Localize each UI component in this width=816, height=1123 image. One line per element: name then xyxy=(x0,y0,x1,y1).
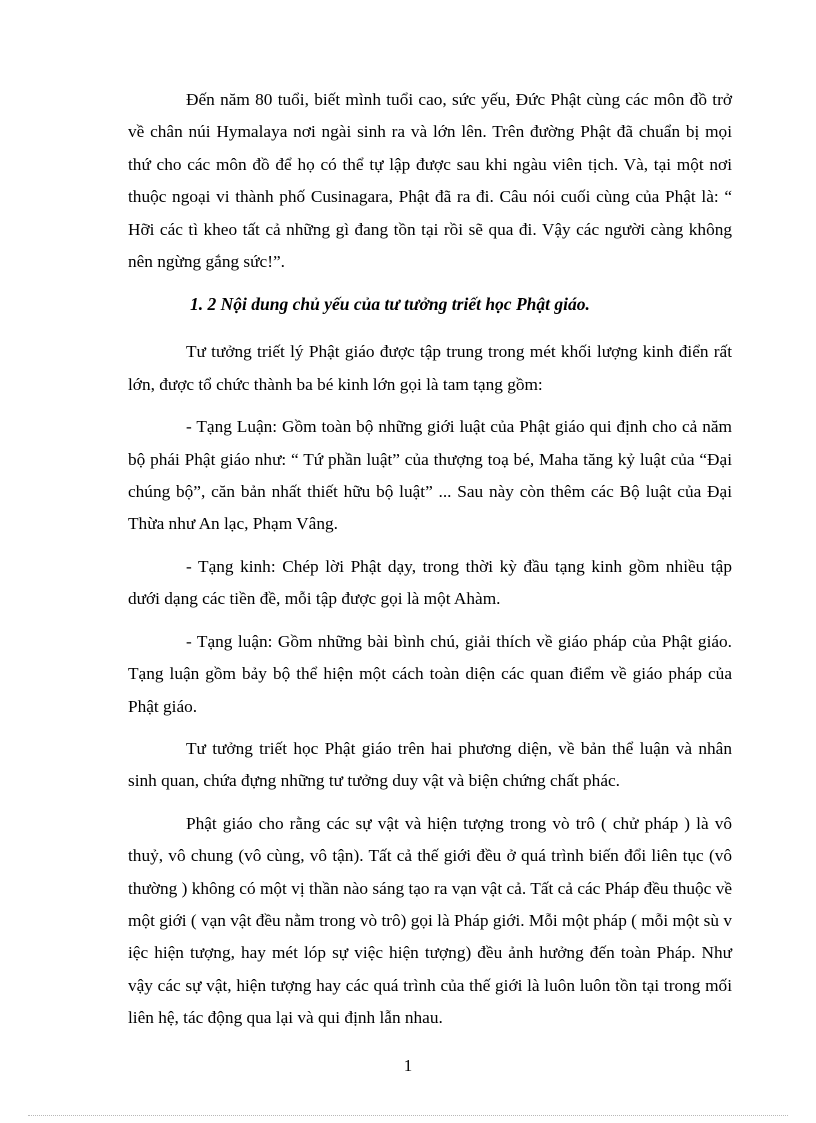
paragraph-tang-kinh: - Tạng kinh: Chép lời Phật dạy, trong thời kỳ đầu tạng kinh gồm nhiều tập dưới dạng các tiền đề, mỗi tập được gọi là một Ahàm. xyxy=(128,556,732,609)
paragraph-phuong-dien: Tư tưởng triết học Phật giáo trên hai phương diện, về bản thể luận và nhân sinh quan, chứa đựng những tư tưởng duy vật và biện chứng chất phác. xyxy=(128,738,732,791)
footer-divider xyxy=(28,1115,788,1116)
section-heading: 1. 2 Nội dung chủ yếu của tư tưởng triết học Phật giáo. xyxy=(190,294,590,315)
paragraph-intro: Đến năm 80 tuổi, biết mình tuổi cao, sức yếu, Đức Phật cùng các môn đồ trở về chân núi Hymalaya nơi ngài sinh ra và lớn lên. Trên đường Phật đã chuẩn bị mọi thứ cho các môn đồ để họ có thể tự lập được sau khi ngàu viên tịch. Và, tại một nơi thuộc ngoại vi thành phố Cusinagara, Phật đã ra đi. Câu nói cuối cùng của Phật là: “ Hỡi các tì kheo tất cả những gì đang tồn tại rồi sẽ qua đi. Vậy các người càng không nên ngừng gắng sức!”. xyxy=(128,90,732,272)
page-number: 1 xyxy=(403,1056,413,1075)
paragraph-tang-luan: - Tạng Luận: Gồm toàn bộ những giới luật của Phật giáo qui định cho cả năm bộ phái Phật giáo như: “ Tứ phần luật” của thượng toạ bé, Maha tăng kỷ luật của “Đại chúng bộ”, căn bản nhất thiết hữu bộ luật” ... Sau này còn thêm các Bộ luật của Đại Thừa như An lạc, Phạm Vâng. xyxy=(128,417,732,534)
page-content xyxy=(128,84,732,1045)
paragraph-tang-luan-2: - Tạng luận: Gồm những bài bình chú, giải thích về giáo pháp của Phật giáo. Tạng luận gồm bảy bộ thể hiện một cách toàn diện các quan điểm về giáo pháp của Phật giáo. xyxy=(128,631,732,716)
paragraph-tam-tang: Tư tưởng triết lý Phật giáo được tập trung trong mét khối lượng kinh điển rất lớn, được tổ chức thành ba bé kinh lớn gọi là tam tạng gồm: xyxy=(128,342,732,394)
paragraph-phap-gioi: Phật giáo cho rằng các sự vật và hiện tượng trong vò trô ( chử pháp ) là vô thuỷ, vô chung (vô cùng, vô tận). Tất cả thế giới đều ở quá trình biến đổi liên tục (vô thường ) không có một vị thần nào sáng tạo ra vạn vật cả. Tất cả các Pháp đều thuộc về một giới ( vạn vật đều nằm trong vò trô) gọi là Pháp giới. Mỗi một pháp ( mỗi một sù v iệc hiện tượng, hay mét lóp sự việc hiện tượng) đều ảnh hưởng đến toàn Pháp. Như vậy các sự vật, hiện tượng hay các quá trình của thế giới là luôn luôn tồn tại trong mối liên hệ, tác động qua lại và qui định lẫn nhau. xyxy=(128,813,732,1028)
